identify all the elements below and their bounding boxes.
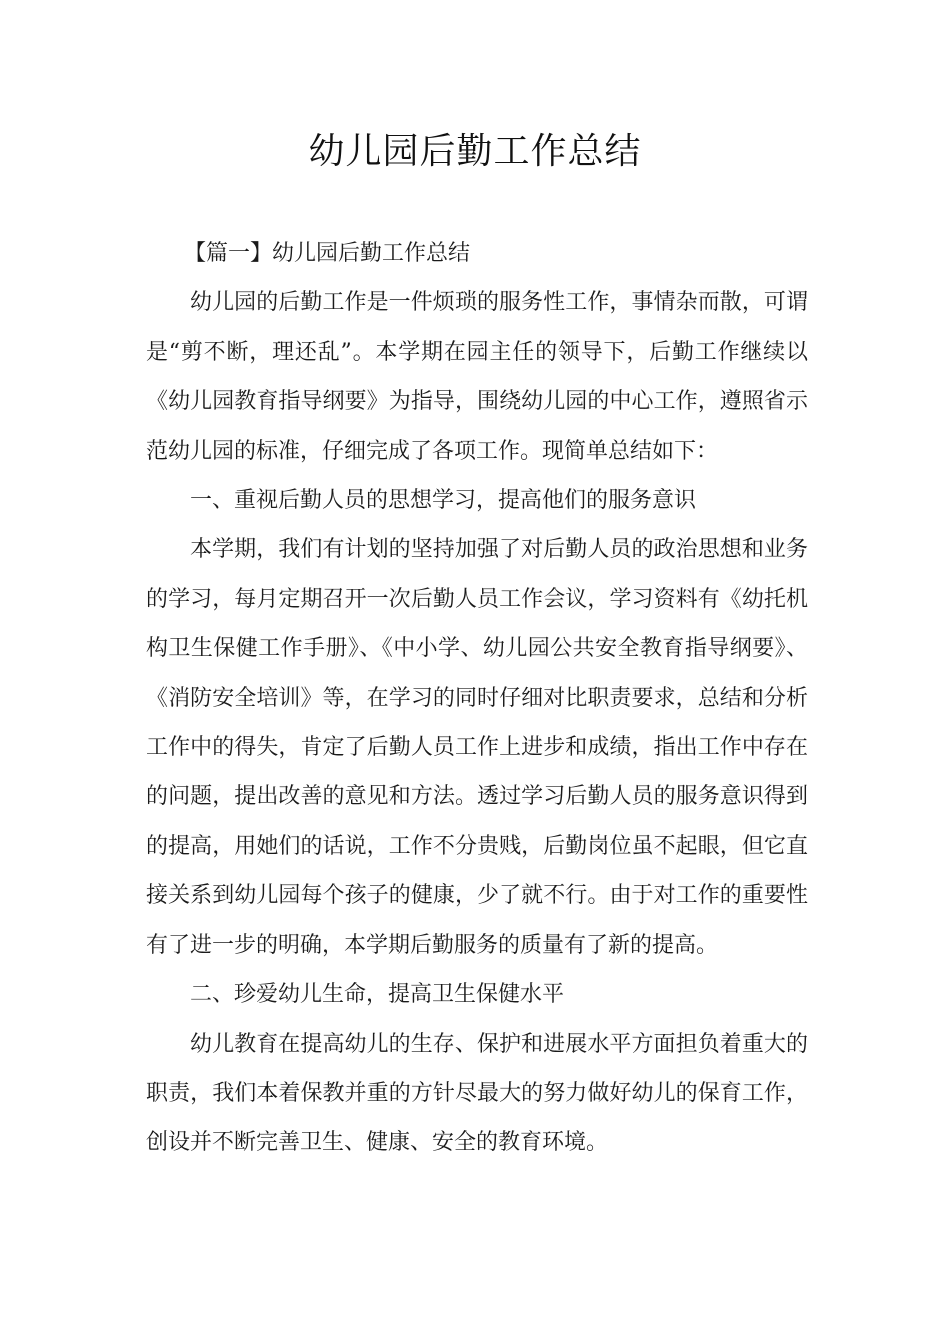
heading-one: 一、重视后勤人员的思想学习，提高他们的服务意识 xyxy=(190,488,697,514)
paragraph-intro: 幼儿园的后勤工作是一件烦琐的服务性工作，事情杂而散，可谓是“剪不断，理还乱”。本学期在园主任的领导下，后勤工作继续以《幼儿园教育指导纲要》为指导，围绕幼儿园的中心工作，遵照省示范幼儿园的标准，仔细完成了各项工作。现简单总结如下： xyxy=(146,290,808,464)
section-label: 【篇一】幼儿园后勤工作总结 xyxy=(184,241,471,266)
paragraph-care: 幼儿教育在提高幼儿的生存、保护和进展水平方面担负着重大的职责，我们本着保教并重的方针尽最大的努力做好幼儿的保育工作，创设并不断完善卫生、健康、安全的教育环境。 xyxy=(146,1031,808,1156)
paragraph-study: 本学期，我们有计划的坚持加强了对后勤人员的政治思想和业务的学习，每月定期召开一次后勤人员工作会议，学习资料有《幼托机构卫生保健工作手册》、《中小学、幼儿园公共安全教育指导纲要》、《消防安全培训》等，在学习的同时仔细对比职责要求，总结和分析工作中的得失，肯定了后勤人员工作上进步和成绩，指出工作中存在的问题，提出改善的意见和方法。透过学习后勤人员的服务意识得到的提高，用她们的话说，工作不分贵贱，后勤岗位虽不起眼，但它直接关系到幼儿园每个孩子的健康，少了就不行。由于对工作的重要性有了进一步的明确，本学期后勤服务的质量有了新的提高。 xyxy=(146,537,808,958)
document-body xyxy=(146,229,808,1168)
document-title: 幼儿园后勤工作总结 xyxy=(308,131,642,172)
heading-two: 二、珍爱幼儿生命，提高卫生保健水平 xyxy=(190,982,565,1008)
